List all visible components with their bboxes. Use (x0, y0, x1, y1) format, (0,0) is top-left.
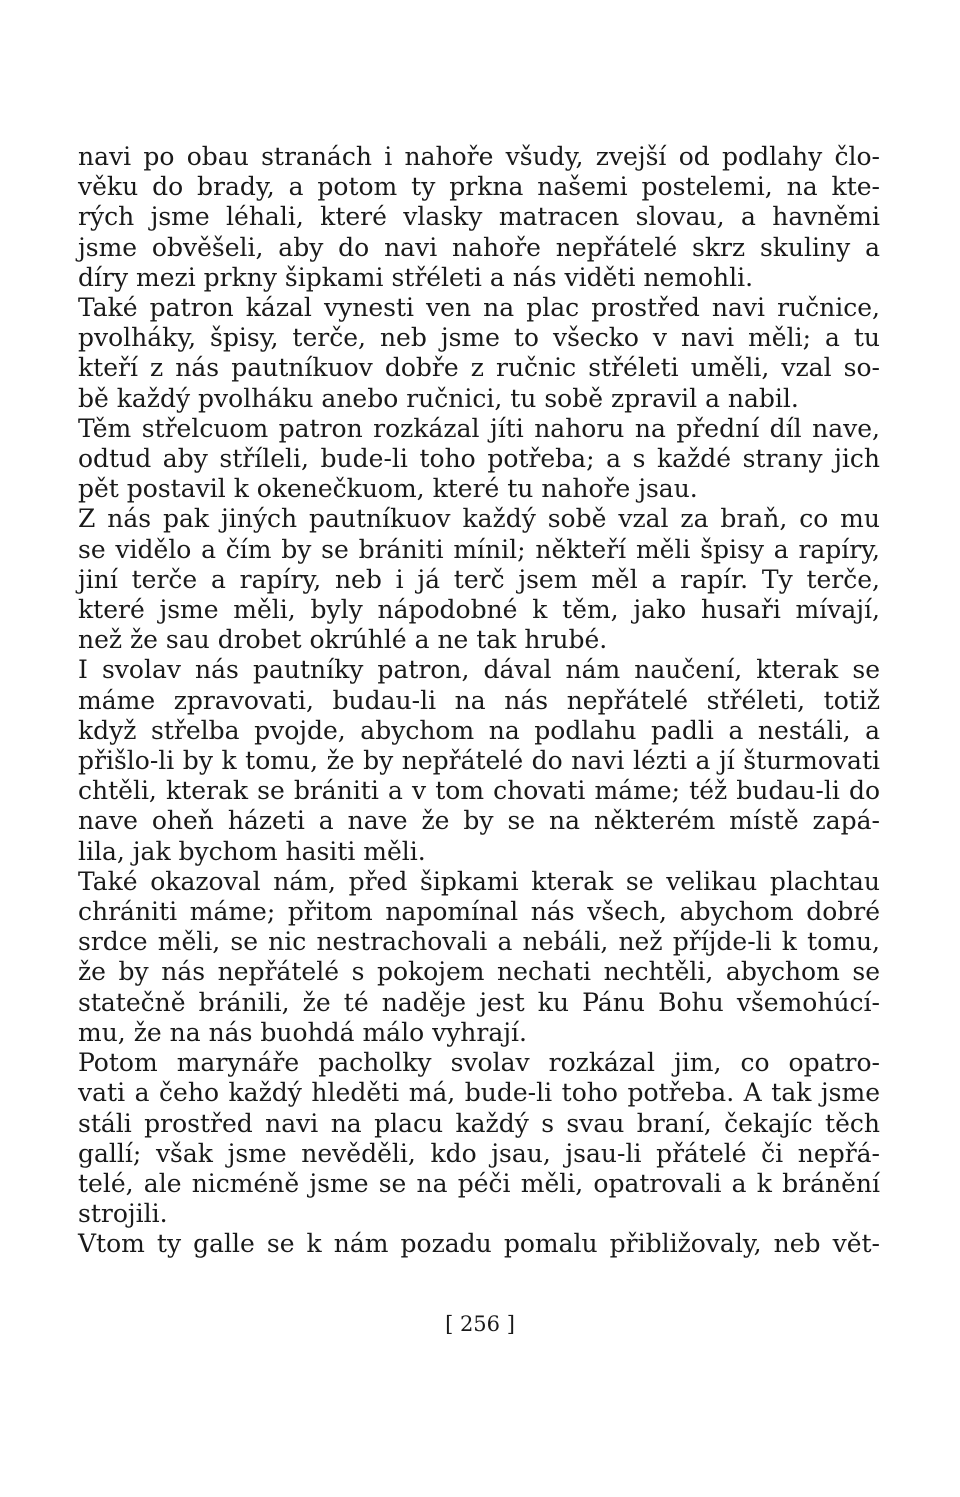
text-line: než že sau drobet okrúhlé a ne tak hrubé. (78, 625, 608, 655)
paragraph (78, 504, 880, 655)
paragraph (78, 1229, 880, 1259)
body-text (78, 142, 880, 1260)
text-line: telé, ale nicméně jsme se na péči měli, opatrovali a k bránění (78, 1168, 880, 1198)
text-line: že by nás nepřátelé s pokojem nechati nechtěli, abychom se (78, 957, 880, 987)
text-line: rých jsme léhali, které vlasky matracen slovau, a havněmi (78, 202, 880, 232)
text-line: Také okazoval nám, před šipkami kterak se velikau plachtau (78, 866, 880, 896)
text-line: když střelba pvojde, abychom na podlahu padli a nestáli, a (78, 715, 880, 745)
text-line: lila, jak bychom hasiti měli. (78, 836, 426, 866)
text-line: jiní terče a rapíry, neb i já terč jsem měl a rapír. Ty terče, (78, 564, 880, 594)
paragraph (78, 1048, 880, 1229)
text-line: se vidělo a čím by se brániti mínil; někteří měli špisy a rapíry, (78, 534, 880, 564)
text-line: gallí; však jsme nevěděli, kdo jsau, jsau-li přátelé či nepřá- (78, 1138, 880, 1168)
text-line: vati a čeho každý hleděti má, bude-li toho potřeba. A tak jsme (78, 1078, 880, 1108)
text-line: díry mezi prkny šipkami střéleti a nás viděti nemohli. (78, 262, 754, 292)
text-line: pvolháky, špisy, terče, neb jsme to všecko v navi měli; a tu (78, 323, 880, 353)
paragraph (78, 293, 880, 414)
text-line: Vtom ty galle se k nám pozadu pomalu přibližovaly, neb vět- (78, 1229, 880, 1259)
paragraph (78, 867, 880, 1048)
text-line: stáli prostřed navi na placu každý s svau braní, čekajíc těch (78, 1108, 880, 1138)
text-line: statečně bránili, že té naděje jest ku Pánu Bohu všemohúcí- (78, 987, 880, 1017)
paragraph (78, 655, 880, 866)
text-line: přišlo-li by k tomu, že by nepřátelé do navi lézti a jí šturmovati (78, 746, 880, 776)
text-line: věku do brady, a potom ty prkna našemi postelemi, na kte- (78, 172, 880, 202)
text-line: bě každý pvolháku anebo ručnici, tu sobě zpravil a nabil. (78, 383, 799, 413)
text-line: Z nás pak jiných pautníkuov každý sobě vzal za braň, co mu (78, 504, 880, 534)
text-line: pět postavil k okenečkuom, které tu nahoře jsau. (78, 474, 698, 504)
text-line: strojili. (78, 1199, 168, 1229)
text-line: nave oheň házeti a nave že by se na některém místě zapá- (78, 806, 880, 836)
paragraph (78, 142, 880, 293)
page-number: [ 256 ] (445, 1312, 515, 1336)
text-line: máme zpravovati, budau-li na nás nepřátelé střéleti, totiž (78, 685, 880, 715)
text-line: Také patron kázal vynesti ven na plac prostřed navi ručnice, (78, 293, 880, 323)
text-line: které jsme měli, byly nápodobné k těm, jako husaři mívají, (78, 595, 880, 625)
text-line: srdce měli, se nic nestrachovali a nebáli, než příjde-li k tomu, (78, 927, 880, 957)
text-line: jsme obvěšeli, aby do navi nahoře nepřátelé skrz skuliny a (78, 232, 880, 262)
text-line: chrániti máme; přitom napomínal nás všech, abychom dobré (78, 897, 880, 927)
paragraph (78, 414, 880, 505)
text-line: odtud aby stříleli, bude-li toho potřeba; a s každé strany jich (78, 444, 880, 474)
text-line: chtěli, kterak se brániti a v tom chovati máme; též budau-li do (78, 776, 880, 806)
text-line: navi po obau stranách i nahoře všudy, zvejší od podlahy člo- (78, 142, 880, 171)
text-line: kteří z nás pautníkuov dobře z ručnic střéleti uměli, vzal so- (78, 353, 880, 383)
text-line: Potom marynáře pacholky svolav rozkázal jim, co opatro- (78, 1048, 880, 1078)
text-line: Těm střelcuom patron rozkázal jíti nahoru na přední díl nave, (78, 413, 880, 443)
text-line: I svolav nás pautníky patron, dával nám naučení, kterak se (78, 655, 880, 685)
text-line: mu, že na nás buohdá málo vyhrají. (78, 1017, 527, 1047)
